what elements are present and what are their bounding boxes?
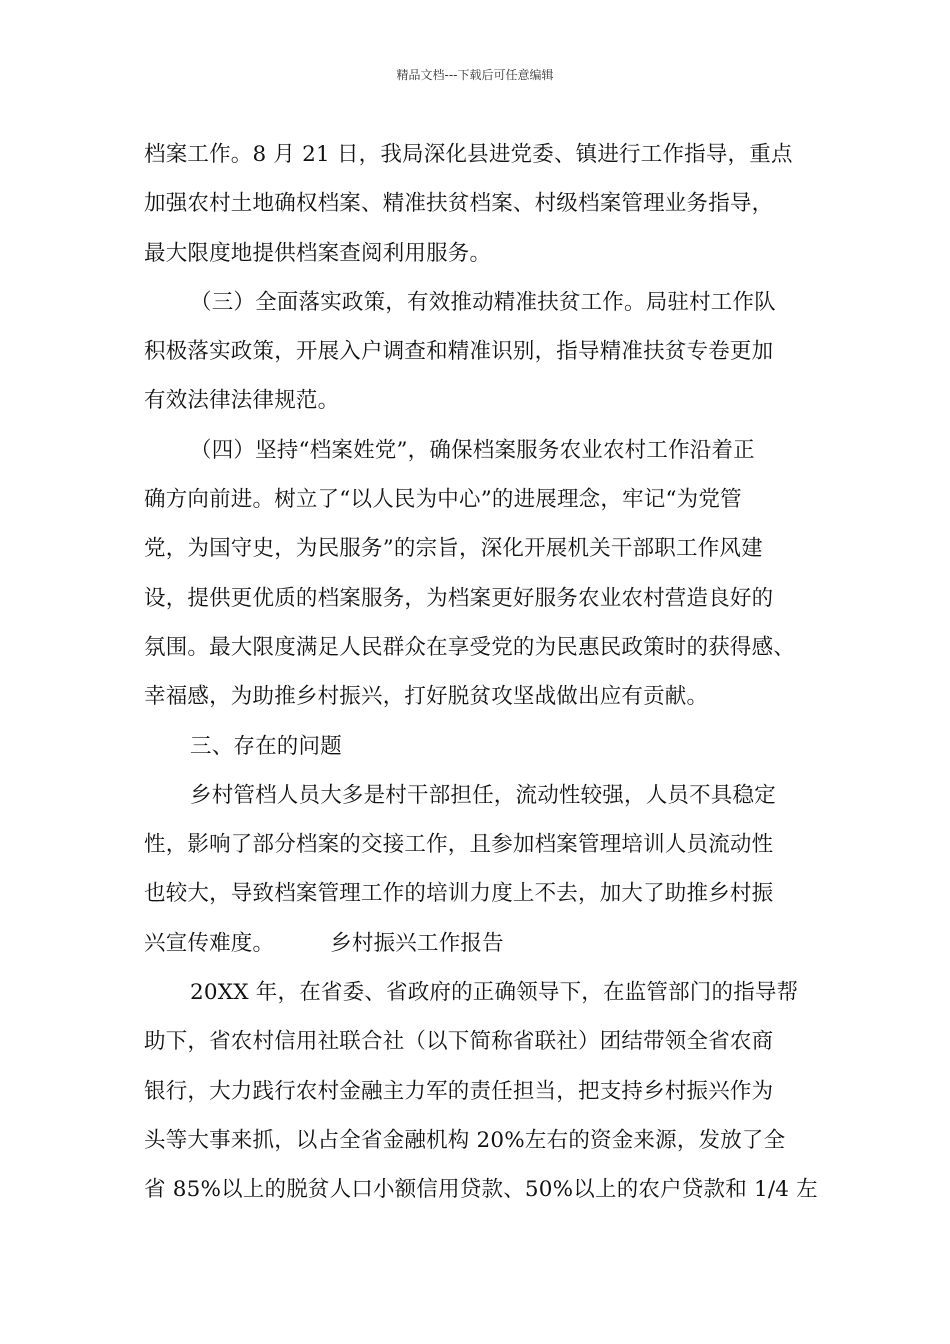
- line-text: 确方向前进。树立了“以人民为中心”的进展理念，牢记“为党管: [144, 487, 742, 513]
- line-text: 最大限度地提供档案查阅利用服务。: [144, 240, 492, 266]
- line-text: 头等大事来抓，以占全省金融机构 20%左右的资金来源，发放了全: [144, 1127, 786, 1153]
- text-line: [144, 1017, 824, 1066]
- line-text: 乡村管档人员大多是村干部担任，流动性较强，人员不具稳定: [190, 782, 776, 808]
- line-text: 20XX 年，在省委、省政府的正确领导下，在监管部门的指导帮: [190, 980, 799, 1006]
- line-text: （四）坚持“档案姓党”，确保档案服务农业农村工作沿着正: [190, 437, 755, 463]
- text-line: [144, 820, 824, 869]
- text-line: [144, 672, 824, 721]
- text-line: [144, 574, 824, 623]
- line-text: 兴宣传难度。: [144, 930, 275, 956]
- section-heading: [144, 722, 824, 771]
- text-line: [144, 919, 824, 968]
- line-text: 也较大，导致档案管理工作的培训力度上不去，加大了助推乡村振: [144, 881, 774, 907]
- text-line: [144, 376, 824, 425]
- paragraph-start-line: [144, 278, 824, 327]
- text-line: [144, 130, 824, 179]
- line-text: 氛围。最大限度满足人民群众在享受党的为民惠民政策时的获得感、: [144, 634, 796, 660]
- line-text: 性，影响了部分档案的交接工作，且参加档案管理培训人员流动性: [144, 832, 774, 858]
- text-line: [144, 1165, 824, 1214]
- text-line: [144, 623, 824, 672]
- text-line: [144, 475, 824, 524]
- line-text: 省 85%以上的脱贫人口小额信用贷款、50%以上的农户贷款和 1/4 左: [144, 1177, 818, 1203]
- page-header: 精品文档---下载后可任意编辑: [396, 68, 554, 82]
- text-line: [144, 229, 824, 278]
- report-title: 乡村振兴工作报告: [330, 930, 504, 956]
- text-line: [144, 869, 824, 918]
- line-text: 幸福感，为助推乡村振兴，打好脱贫攻坚战做出应有贡献。: [144, 684, 709, 710]
- line-text: 有效法律法律规范。: [144, 388, 340, 414]
- text-line: [144, 179, 824, 228]
- paragraph-start-line: [144, 426, 824, 475]
- line-text: 三、存在的问题: [190, 733, 342, 759]
- line-text: 银行，大力践行农村金融主力军的责任担当，把支持乡村振兴作为: [144, 1078, 774, 1104]
- line-text: （三）全面落实政策，有效推动精准扶贫工作。局驻村工作队: [190, 289, 776, 315]
- text-line: [144, 1116, 824, 1165]
- line-text: 设，提供更优质的档案服务，为档案更好服务农业农村营造良好的: [144, 585, 774, 611]
- text-line: [144, 327, 824, 376]
- line-text: 积极落实政策，开展入户调查和精准识别，指导精准扶贫专卷更加: [144, 339, 774, 365]
- paragraph-start-line: [144, 968, 824, 1017]
- paragraph-start-line: [144, 771, 824, 820]
- document-body: [144, 130, 824, 1215]
- line-text: 助下，省农村信用社联合社（以下简称省联社）团结带领全省农商: [144, 1029, 774, 1055]
- text-line: [144, 1067, 824, 1116]
- text-line: [144, 524, 824, 573]
- line-text: 档案工作。8 月 21 日，我局深化县进党委、镇进行工作指导，重点: [144, 142, 793, 167]
- line-text: 加强农村土地确权档案、精准扶贫档案、村级档案管理业务指导，: [144, 191, 774, 217]
- line-text: 党，为国守史，为民服务”的宗旨，深化开展机关干部职工作风建: [144, 536, 763, 562]
